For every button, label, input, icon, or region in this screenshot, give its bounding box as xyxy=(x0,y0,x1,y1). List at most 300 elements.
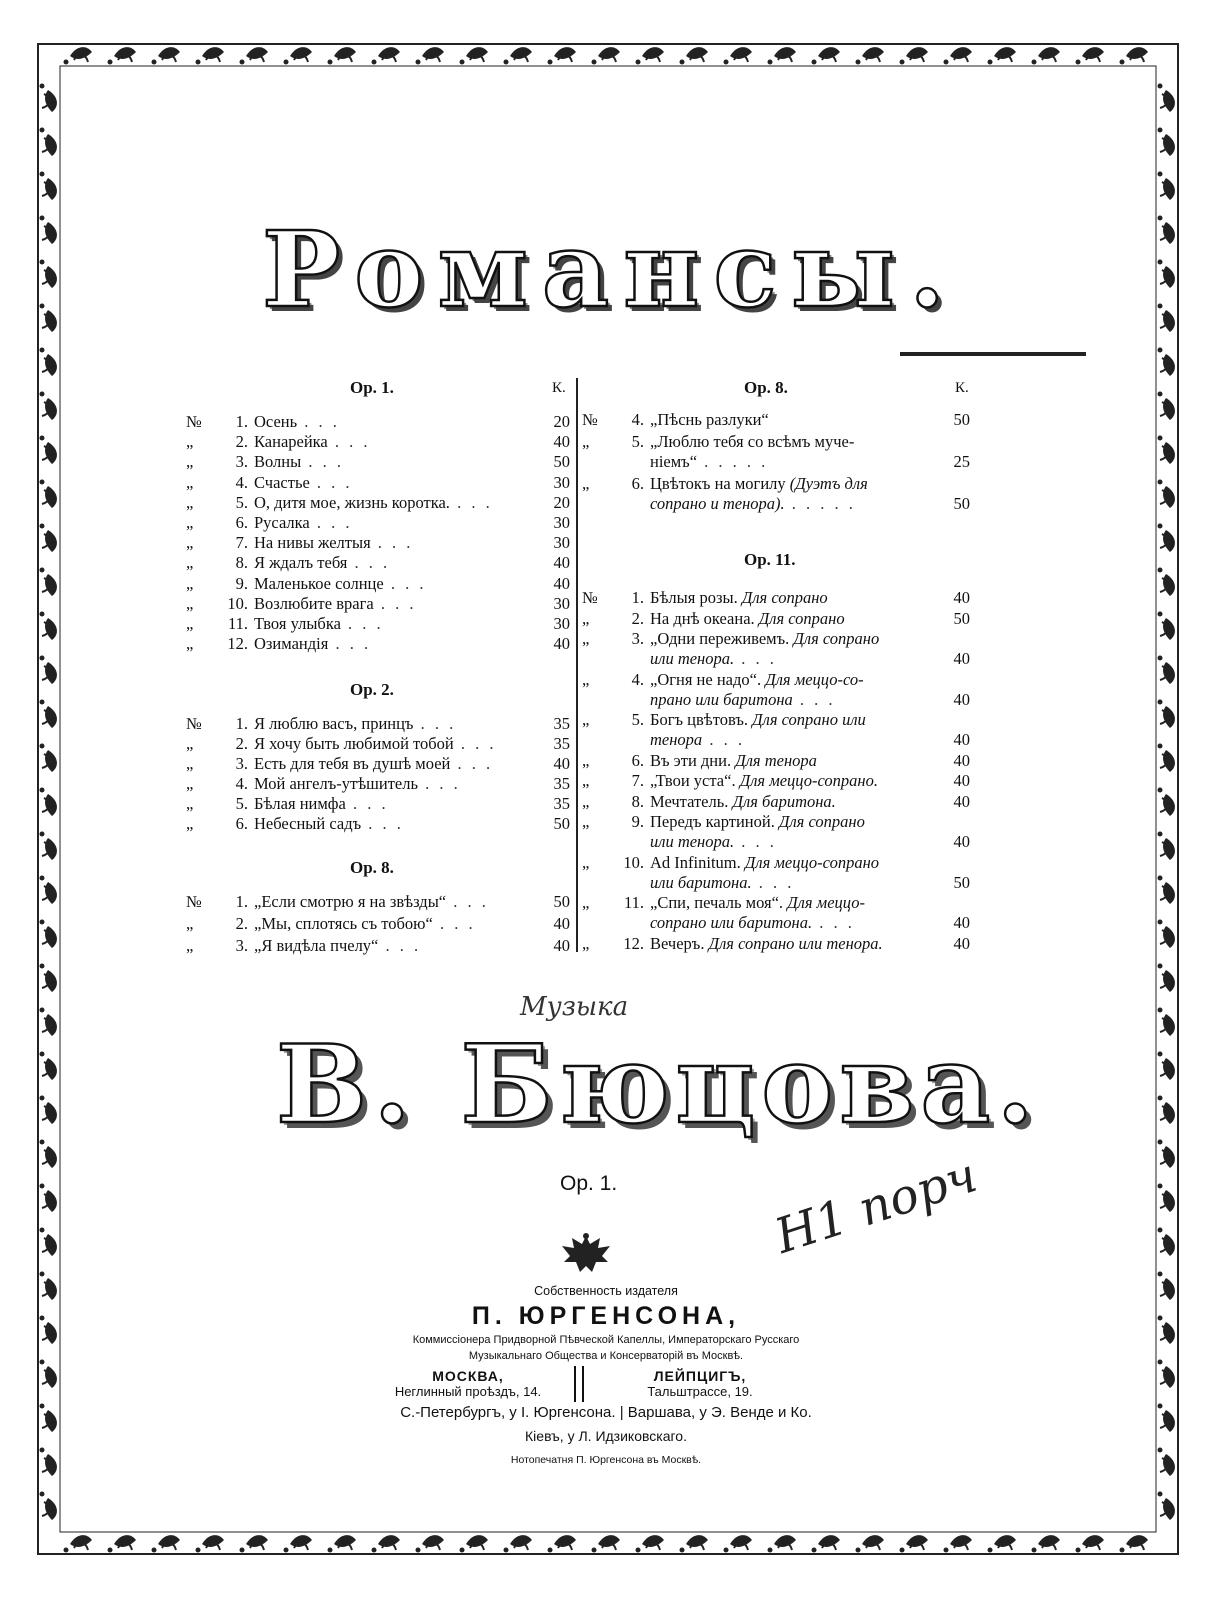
entry-number: 12. xyxy=(623,933,644,953)
list-item xyxy=(186,574,570,594)
entry-price: 30 xyxy=(553,533,570,553)
border-leaf-right xyxy=(1158,84,1175,113)
border-leaf-bottom xyxy=(636,1535,665,1552)
entry-price: 40 xyxy=(953,750,970,770)
entry-title: Волны xyxy=(254,452,302,472)
entry-title: Бѣлая нимфа xyxy=(254,794,346,813)
border-leaf-left xyxy=(40,84,57,113)
border-leaf-bottom xyxy=(108,1535,137,1552)
border-leaf-bottom xyxy=(768,1535,797,1552)
border-leaf-left xyxy=(40,568,57,597)
entry-mark: „ xyxy=(186,754,194,773)
list-item xyxy=(582,474,970,494)
entry-number: 7. xyxy=(631,771,644,790)
entry-price: 35 xyxy=(553,714,570,733)
entry-leader: . . . xyxy=(418,774,461,793)
entry-title: На днѣ океана. xyxy=(650,608,759,628)
border-leaf-bottom xyxy=(328,1535,357,1552)
section-heading: Op. 8. xyxy=(350,858,394,877)
entry-leader: . . . xyxy=(734,832,777,851)
border-leaf-top xyxy=(1032,47,1061,64)
list-item xyxy=(186,473,570,493)
entry-mark: „ xyxy=(186,553,194,573)
entry-mark: „ xyxy=(186,634,194,654)
currency-label: К. xyxy=(955,380,969,396)
entry-price: 40 xyxy=(953,649,970,668)
list-item xyxy=(582,710,970,730)
list-item xyxy=(582,792,970,812)
entry-price: 40 xyxy=(953,791,970,811)
border-leaf-top xyxy=(900,47,929,64)
entry-note-cont: прано или баритона xyxy=(650,689,793,709)
entry-leader: . . . xyxy=(347,553,391,573)
entry-note: Для сопрано xyxy=(758,608,845,628)
border-leaf-left xyxy=(40,1228,57,1257)
border-leaf-top xyxy=(548,47,577,64)
list-item xyxy=(582,670,970,690)
border-leaf-left xyxy=(40,744,57,773)
border-leaf-left xyxy=(40,832,57,861)
border-leaf-right xyxy=(1158,656,1175,685)
entry-mark: „ xyxy=(582,629,590,648)
entry-leader: . . . xyxy=(340,614,384,633)
entry-price: 30 xyxy=(553,472,570,492)
entry-mark: „ xyxy=(186,914,194,933)
list-item-continuation xyxy=(650,452,970,472)
entry-number: 9. xyxy=(631,812,644,831)
composer-name: В. Бюцова. xyxy=(276,1022,1040,1148)
border-leaf-right xyxy=(1158,788,1175,817)
entry-title: „Пѣснь разлуки“ xyxy=(650,410,769,429)
list-item xyxy=(186,754,570,774)
border-leaf-top xyxy=(724,47,753,64)
border-leaf-right xyxy=(1158,568,1175,597)
entry-leader: . . . xyxy=(702,730,745,749)
entry-mark: „ xyxy=(186,452,194,472)
entry-number: 2. xyxy=(631,608,644,628)
border-leaf-right xyxy=(1158,1184,1175,1213)
border-leaf-top xyxy=(680,47,709,64)
entry-title: Русалка xyxy=(254,513,310,532)
list-item xyxy=(186,493,570,513)
border-leaf-left xyxy=(40,788,57,817)
list-item xyxy=(186,714,570,734)
entry-note: Для сопрано xyxy=(741,588,828,607)
entry-number: 2. xyxy=(235,734,248,753)
entry-leader: . . . . . xyxy=(697,452,769,471)
entry-title: Есть для тебя въ душѣ моей xyxy=(254,754,451,773)
entry-mark: „ xyxy=(582,669,590,689)
entry-price: 30 xyxy=(553,614,570,633)
entry-price: 40 xyxy=(553,553,570,573)
entry-title: Я ждалъ тебя xyxy=(254,553,348,573)
list-item xyxy=(186,533,570,553)
entry-number: 10. xyxy=(623,852,644,872)
entry-title: Бѣлыя розы. xyxy=(650,588,742,607)
list-item xyxy=(582,812,970,832)
entry-number: 8. xyxy=(235,553,248,573)
entry-price: 50 xyxy=(553,452,570,472)
section-heading: Op. 1. xyxy=(350,378,394,397)
list-item-continuation xyxy=(650,649,970,669)
border-leaf-top xyxy=(944,47,973,64)
border-leaf-left xyxy=(40,1492,57,1521)
entry-title: Богъ цвѣтовъ. xyxy=(650,710,753,729)
border-leaf-bottom xyxy=(856,1535,885,1552)
border-leaf-left xyxy=(40,1184,57,1213)
entry-number: 4. xyxy=(631,669,644,689)
section-heading: Op. 2. xyxy=(350,680,394,699)
entry-price: 40 xyxy=(953,913,970,932)
border-leaf-bottom xyxy=(416,1535,445,1552)
border-leaf-bottom xyxy=(196,1535,225,1552)
entry-price: 20 xyxy=(553,412,570,431)
list-item xyxy=(186,452,570,472)
publisher-name: П. ЮРГЕНСОНА, xyxy=(471,1302,741,1330)
entry-number: 5. xyxy=(631,710,644,729)
entry-title: „Если смотрю я на звѣзды“ xyxy=(254,892,447,911)
border-leaf-left xyxy=(40,216,57,245)
entry-title: Я люблю васъ, принцъ xyxy=(254,714,414,733)
entry-price: 40 xyxy=(953,730,970,749)
entry-price: 40 xyxy=(553,936,570,955)
column-divider xyxy=(576,378,578,952)
entry-number: 4. xyxy=(631,410,644,429)
border-leaf-top xyxy=(152,47,181,64)
entry-leader: . . . xyxy=(446,892,489,911)
list-item xyxy=(582,432,970,452)
entry-title: На нивы желтыя xyxy=(254,533,371,553)
handwritten-signature: Н1 nopч xyxy=(768,1147,984,1265)
list-item xyxy=(186,634,570,654)
entry-leader: . . . xyxy=(370,533,414,553)
border-leaf-bottom xyxy=(1032,1535,1061,1552)
list-item xyxy=(186,936,570,956)
city-separator xyxy=(574,1366,584,1402)
border-leaf-top xyxy=(64,47,93,64)
list-item xyxy=(186,892,570,912)
border-leaf-left xyxy=(40,1052,57,1081)
entry-title: О, дитя мое, жизнь коротка. xyxy=(254,492,450,512)
border-leaf-top xyxy=(592,47,621,64)
border-leaf-left xyxy=(40,172,57,201)
entry-note-cont: сопрано или баритона. xyxy=(650,913,813,932)
border-leaf-left xyxy=(40,304,57,333)
border-leaf-bottom xyxy=(988,1535,1017,1552)
list-item xyxy=(582,751,970,771)
border-leaf-top xyxy=(636,47,665,64)
page-title: Романсы. xyxy=(262,208,960,331)
border-leaf-bottom xyxy=(680,1535,709,1552)
entry-note: Для сопрано или тенора. xyxy=(708,933,883,953)
entry-number: 11. xyxy=(227,614,248,633)
entry-title: „Я видѣла пчелу“ xyxy=(254,936,379,955)
border-leaf-bottom xyxy=(64,1535,93,1552)
border-leaf-bottom xyxy=(1076,1535,1105,1552)
list-item xyxy=(582,609,970,629)
border-leaf-right xyxy=(1158,172,1175,201)
entry-number: 3. xyxy=(235,936,248,955)
section-heading: Op. 11. xyxy=(744,550,796,569)
entry-leader: . . . xyxy=(309,472,353,492)
entry-mark: „ xyxy=(186,774,194,793)
entry-mark: № xyxy=(186,714,202,733)
border-leaf-left xyxy=(40,1140,57,1169)
list-item-continuation xyxy=(650,494,970,514)
entry-mark: „ xyxy=(582,608,590,628)
entry-mark: № xyxy=(186,412,202,431)
entry-title: Счастье xyxy=(254,472,310,492)
border-leaf-right xyxy=(1158,304,1175,333)
border-leaf-right xyxy=(1158,832,1175,861)
border-leaf-bottom xyxy=(240,1535,269,1552)
entry-mark: № xyxy=(582,410,598,429)
list-item xyxy=(582,771,970,791)
entry-leader: . . . xyxy=(383,573,427,593)
entry-price: 30 xyxy=(553,513,570,532)
border-leaf-bottom xyxy=(284,1535,313,1552)
border-leaf-right xyxy=(1158,744,1175,773)
entry-price: 35 xyxy=(553,734,570,753)
entry-number: 7. xyxy=(235,533,248,553)
entry-title: Вечеръ. xyxy=(650,933,709,953)
border-leaf-bottom xyxy=(460,1535,489,1552)
entry-note: Для тенора xyxy=(735,750,817,770)
entry-price: 40 xyxy=(953,689,970,709)
border-leaf-left xyxy=(40,1008,57,1037)
border-leaf-bottom xyxy=(372,1535,401,1552)
list-item-continuation xyxy=(650,913,970,933)
entry-leader: . . . xyxy=(812,913,855,932)
entry-note: Для меццо-со- xyxy=(765,669,864,689)
entry-number: 8. xyxy=(631,791,644,811)
border-leaf-left xyxy=(40,876,57,905)
list-item xyxy=(186,914,570,934)
moscow-address: Неглинный проѣздъ, 14. xyxy=(394,1384,542,1399)
leipzig-address: Тальштрассе, 19. xyxy=(647,1384,753,1399)
border-leaf-bottom xyxy=(900,1535,929,1552)
list-item xyxy=(186,774,570,794)
section-heading: Op. 8. xyxy=(744,378,788,397)
entry-title: Въ эти дни. xyxy=(650,750,736,770)
entry-number: 4. xyxy=(235,472,248,492)
list-item xyxy=(582,853,970,873)
border-leaf-top xyxy=(1120,47,1149,64)
entry-number: 5. xyxy=(235,492,248,512)
border-leaf-right xyxy=(1158,612,1175,641)
title-rule xyxy=(900,352,1086,356)
printer-line: Нотопечатня П. Юргенсона въ Москвѣ. xyxy=(510,1454,702,1466)
entry-mark: „ xyxy=(186,593,194,613)
list-item xyxy=(186,734,570,754)
list-item xyxy=(186,594,570,614)
kiev-line: Кіевъ, у Л. Идзиковскаго. xyxy=(525,1428,687,1444)
entry-title: Канарейка xyxy=(254,432,328,452)
border-leaf-right xyxy=(1158,524,1175,553)
border-leaf-right xyxy=(1158,700,1175,729)
entry-price: 50 xyxy=(953,494,970,513)
entry-price: 40 xyxy=(553,634,570,654)
entry-number: 11. xyxy=(623,893,644,912)
border-leaf-left xyxy=(40,524,57,553)
entry-price: 40 xyxy=(953,832,970,851)
entry-note: (Дуэтъ для xyxy=(785,474,868,493)
entry-title: „Твои уста“. xyxy=(650,771,740,790)
list-item-continuation xyxy=(650,873,970,893)
entry-title: Маленькое солнце xyxy=(254,573,384,593)
entry-note-cont: или баритона. xyxy=(650,872,752,892)
entry-mark: „ xyxy=(186,734,194,753)
border-leaf-top xyxy=(856,47,885,64)
border-leaf-left xyxy=(40,436,57,465)
moscow-label: МОСКВА, xyxy=(432,1368,504,1384)
entry-title-cont: сопрано и тенора). xyxy=(650,494,785,513)
opus-label: Op. 1. xyxy=(560,1172,618,1195)
border-leaf-left xyxy=(40,612,57,641)
imperial-eagle-emblem xyxy=(560,1232,612,1276)
entry-note: Для баритона. xyxy=(732,791,836,811)
entry-price: 40 xyxy=(953,771,970,790)
border-leaf-left xyxy=(40,348,57,377)
entry-mark: „ xyxy=(186,472,194,492)
border-leaf-left xyxy=(40,260,57,289)
border-leaf-right xyxy=(1158,1492,1175,1521)
music-by-label: Музыка xyxy=(520,992,629,1022)
entry-number: 4. xyxy=(235,774,248,793)
border-leaf-left xyxy=(40,1360,57,1389)
entry-title: „Мы, сплотясь съ тобою“ xyxy=(254,914,433,933)
leipzig-label: ЛЕЙПЦИГЪ, xyxy=(653,1368,747,1384)
entry-leader: . . . xyxy=(328,634,372,654)
entry-number: 1. xyxy=(235,714,248,733)
entry-price: 50 xyxy=(953,410,970,429)
entry-mark: „ xyxy=(582,933,590,953)
entry-price: 40 xyxy=(553,914,570,933)
entry-price: 40 xyxy=(553,432,570,452)
entry-title: Мечтатель. xyxy=(650,791,733,811)
border-leaf-bottom xyxy=(152,1535,181,1552)
border-leaf-bottom xyxy=(812,1535,841,1552)
entry-mark: „ xyxy=(582,710,590,729)
entry-price: 50 xyxy=(553,892,570,911)
entry-title: Возлюбите врага xyxy=(254,593,374,613)
entry-mark: „ xyxy=(186,513,194,532)
entry-note: Для сопрано xyxy=(793,629,880,648)
entry-number: 6. xyxy=(235,814,248,833)
entry-note-cont: или тенора. xyxy=(650,649,735,668)
border-leaf-top xyxy=(812,47,841,64)
list-item xyxy=(582,934,970,954)
border-leaf-bottom xyxy=(548,1535,577,1552)
list-item xyxy=(582,410,970,430)
entry-price: 35 xyxy=(553,794,570,813)
entry-leader: . . . xyxy=(734,649,777,668)
entry-leader: . . . xyxy=(373,593,417,613)
border-leaf-top xyxy=(108,47,137,64)
entry-title: Я хочу быть любимой тобой xyxy=(254,734,454,753)
list-item xyxy=(186,814,570,834)
entry-number: 6. xyxy=(631,474,644,493)
border-leaf-right xyxy=(1158,964,1175,993)
list-item xyxy=(582,629,970,649)
entry-note: Для меццо-сопрано. xyxy=(739,771,878,790)
list-item xyxy=(186,432,570,452)
entry-leader: . . . xyxy=(345,794,389,813)
entry-mark: „ xyxy=(582,750,590,770)
border-leaf-left xyxy=(40,656,57,685)
border-leaf-top xyxy=(372,47,401,64)
entry-number: 1. xyxy=(631,588,644,607)
border-leaf-top xyxy=(768,47,797,64)
entry-leader: . . . xyxy=(792,689,836,709)
entry-leader: . . . xyxy=(432,914,476,933)
entry-number: 9. xyxy=(235,573,248,593)
entry-title: Небесный садъ xyxy=(254,814,362,833)
entry-title: „Огня не надо“. xyxy=(650,669,766,689)
entry-price: 20 xyxy=(553,492,570,512)
entry-number: 2. xyxy=(235,432,248,452)
entry-price: 50 xyxy=(953,872,970,892)
border-leaf-bottom xyxy=(1120,1535,1149,1552)
entry-note: Для меццо- xyxy=(787,893,865,912)
list-item xyxy=(582,893,970,913)
border-leaf-left xyxy=(40,964,57,993)
list-item xyxy=(186,794,570,814)
border-leaf-top xyxy=(504,47,533,64)
border-leaf-right xyxy=(1158,216,1175,245)
border-leaf-left xyxy=(40,920,57,949)
entry-mark: „ xyxy=(186,432,194,452)
entry-mark: „ xyxy=(186,614,194,633)
entry-leader: . . . xyxy=(327,432,371,452)
list-item xyxy=(186,614,570,634)
entry-price: 40 xyxy=(953,933,970,953)
entry-number: 12. xyxy=(227,634,248,654)
border-leaf-right xyxy=(1158,1008,1175,1037)
entry-title: Ad Infinitum. xyxy=(650,852,745,872)
entry-leader: . . . xyxy=(450,754,494,773)
entry-note-cont: тенора xyxy=(650,730,703,749)
entry-note: Для сопрано xyxy=(778,812,865,831)
list-item xyxy=(582,588,970,608)
border-leaf-bottom xyxy=(592,1535,621,1552)
entry-mark: „ xyxy=(582,791,590,811)
entry-mark: „ xyxy=(582,474,590,493)
entry-number: 6. xyxy=(631,750,644,770)
entry-mark: „ xyxy=(582,812,590,831)
entry-mark: „ xyxy=(186,573,194,593)
border-leaf-right xyxy=(1158,436,1175,465)
list-item-continuation xyxy=(650,832,970,852)
entry-price: 40 xyxy=(553,573,570,593)
border-leaf-bottom xyxy=(944,1535,973,1552)
entry-note-cont: или тенора. xyxy=(650,832,735,851)
entry-price: 40 xyxy=(953,588,970,607)
branches-line: С.-Петербургъ, у І. Юргенсона. | Варшава, у Э. Венде и Ко. xyxy=(400,1404,812,1421)
border-leaf-top xyxy=(1076,47,1105,64)
entry-mark: „ xyxy=(186,533,194,553)
entry-price: 50 xyxy=(553,814,570,833)
entry-leader: . . . xyxy=(297,412,340,431)
entry-note: Для сопрано или xyxy=(752,710,866,729)
entry-leader: . . . xyxy=(301,452,344,472)
border-leaf-top xyxy=(196,47,225,64)
entry-title: Озимандія xyxy=(254,634,329,654)
border-leaf-right xyxy=(1158,1228,1175,1257)
entry-mark: „ xyxy=(186,794,194,813)
entry-number: 3. xyxy=(235,754,248,773)
currency-label: К. xyxy=(552,380,566,396)
